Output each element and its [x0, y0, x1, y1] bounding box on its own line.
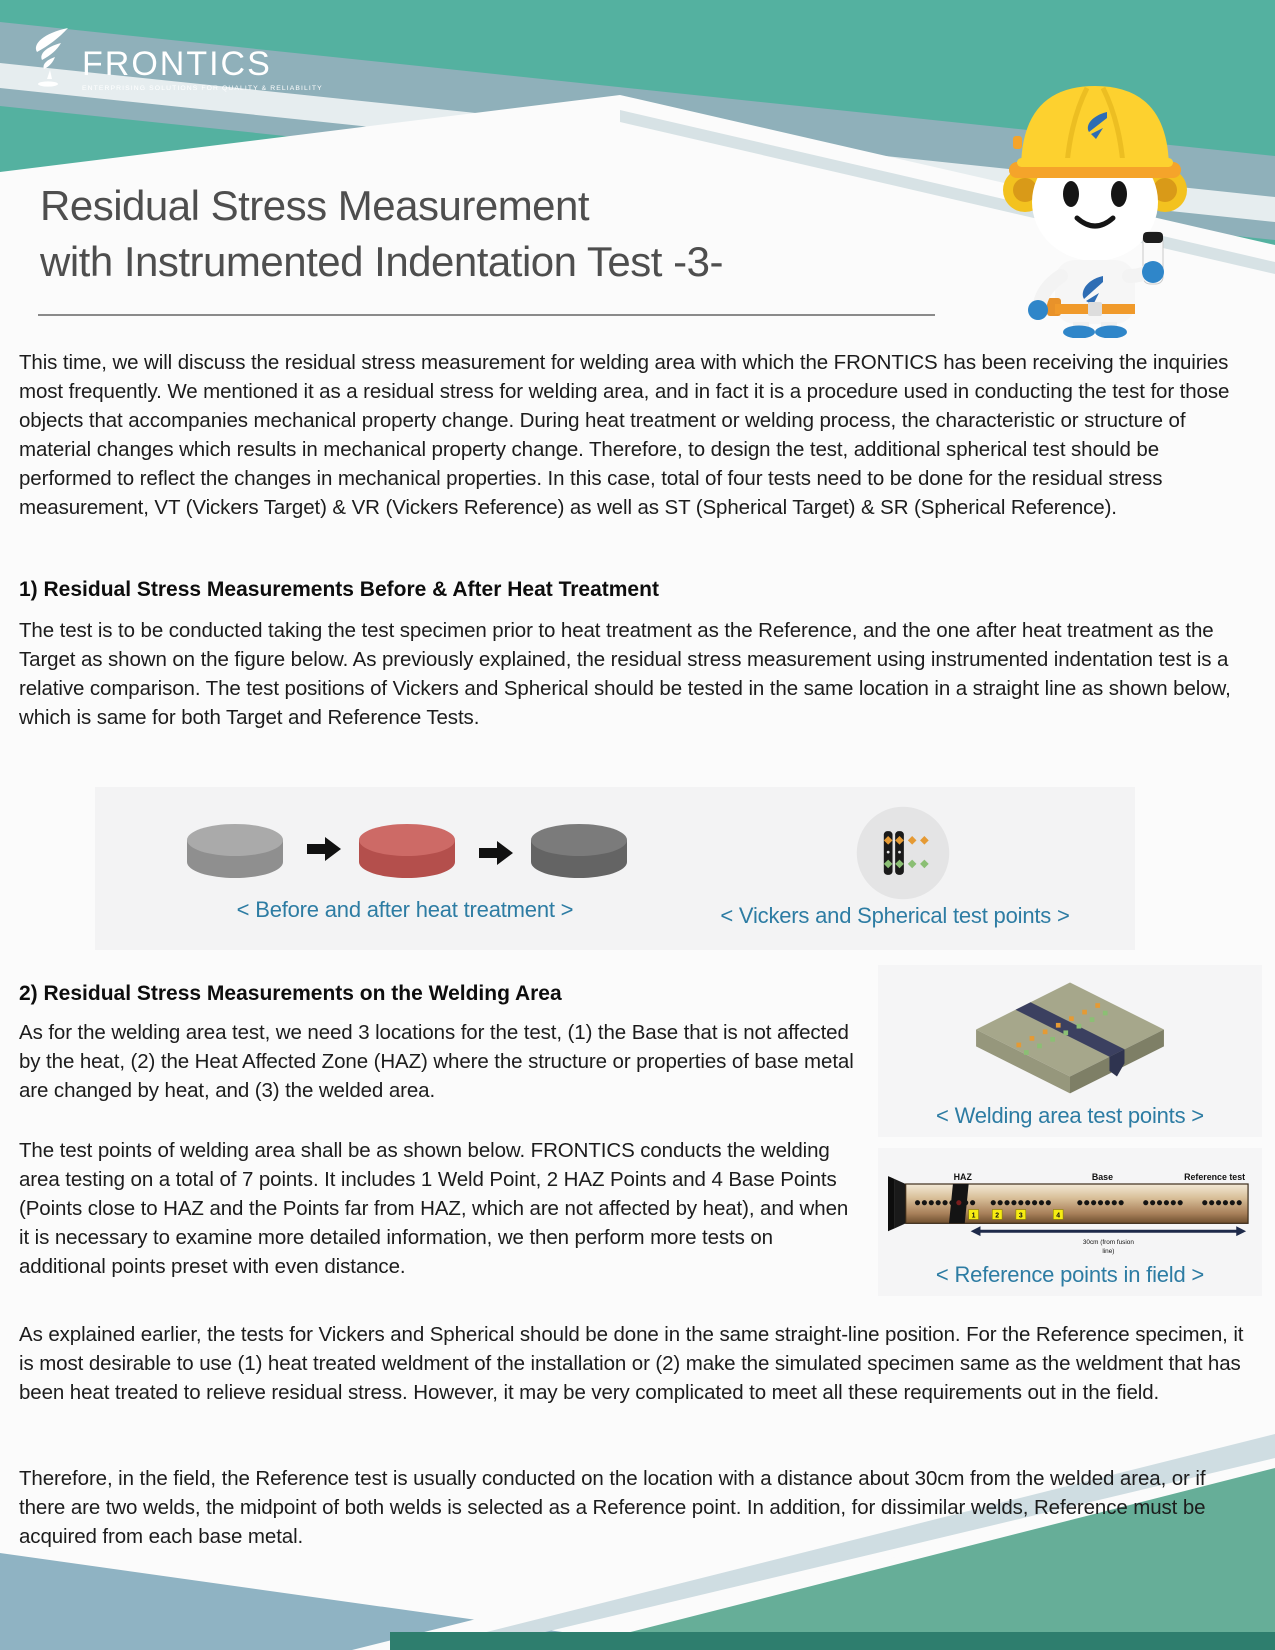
section2-paragraph2: The test points of welding area shall be as shown below. FRONTICS conducts the welding area testing on a total of 7 points. It includes 1 Weld Point, 2 HAZ Points and 4 Base Points (Points close to HAZ and the Points far from HAZ, which are not affected by heat), and when it is necessary to examine more detailed information, we then perform more tests on additional points preset with even distance.	[19, 1139, 849, 1278]
caption-before-after-heat-treatment: < Before and after heat treatment >	[236, 897, 574, 922]
section2-paragraph1: As for the welding area test, we need 3 locations for the test, (1) the Base that is not affected by the heat, (2) the Heat Affected Zone (HAZ) where the structure or properties of base metal are changed by heat, and (3) the welded area.	[19, 1021, 854, 1102]
frontics-swirl-icon	[28, 26, 74, 88]
section2-heading: 2) Residual Stress Measurements on the Welding Area	[19, 982, 562, 1005]
section1-paragraph: The test is to be conducted taking the test specimen prior to heat treatment as the Reference, and the one after heat treatment as the Target as shown on the figure below. As previously explained, the residual stress measurement using instrumented indentation test is a relative comparison. The test positions of Vickers and Spherical should be tested in the same location in a straight line as shown below, which is same for both Target and Reference Tests.	[19, 619, 1231, 729]
brand-tagline: ENTERPRISING SOLUTIONS FOR QUALITY & RELIABILITY	[82, 85, 323, 92]
heat-treatment-figure-panel	[95, 787, 1135, 950]
page-title-line2: with Instrumented Indentation Test -3-	[40, 238, 723, 285]
pipe-reference-diagram	[888, 1170, 1252, 1258]
title-underline	[38, 314, 935, 316]
pipe-label-haz: HAZ	[953, 1172, 972, 1183]
page-title	[40, 178, 723, 290]
pipe-arrow-label-line2: line)	[1102, 1247, 1115, 1255]
caption-vickers-spherical-test-points: < Vickers and Spherical test points >	[720, 903, 1070, 928]
svg-text:2: 2	[995, 1212, 1000, 1220]
arrow-right-icon	[479, 839, 515, 867]
caption-welding-area-test-points: < Welding area test points >	[936, 1103, 1204, 1128]
svg-text:4: 4	[1056, 1212, 1061, 1220]
specimen-cylinder-gray	[175, 812, 295, 887]
svg-text:1: 1	[971, 1212, 976, 1220]
pipe-arrow-label-line1: 30cm (from fusion	[1082, 1239, 1134, 1247]
closing-paragraph2: Therefore, in the field, the Reference test is usually conducted on the location with a distance about 30cm from the welded area, or if there are two welds, the midpoint of both welds is selected as a Reference point. In addition, for dissimilar welds, Reference must be acquired from each base metal.	[19, 1467, 1206, 1548]
frontics-logo	[28, 26, 323, 92]
pipe-dimension-arrow	[971, 1226, 1246, 1236]
page-title-line1: Residual Stress Measurement	[40, 182, 590, 229]
specimen-cylinder-darkgray	[519, 812, 639, 887]
mascot-robot-illustration	[995, 70, 1195, 338]
brand-name: FRONTICS	[82, 45, 272, 83]
reference-points-figure-panel	[878, 1148, 1262, 1296]
arrow-right-icon	[307, 835, 343, 863]
welding-area-figure-panel	[878, 965, 1262, 1137]
section1-heading: 1) Residual Stress Measurements Before & After Heat Treatment	[19, 578, 659, 601]
svg-text:3: 3	[1018, 1212, 1023, 1220]
pipe-label-reference-test: Reference test	[1184, 1172, 1246, 1183]
caption-reference-points-in-field: < Reference points in field >	[935, 1262, 1205, 1287]
welding-block-figure	[961, 975, 1179, 1099]
intro-paragraph: This time, we will discuss the residual stress measurement for welding area with which the FRONTICS has been receiving the inquiries most frequently. We mentioned it as a residual stress for welding area, and in fact it is a procedure used in conducting the test for those objects that accompanies mechanical property change. During heat treatment or welding process, the characteristic or structure of material changes which results in mechanical property change. Therefore, to design the test, additional spherical test should be performed to reflect the changes in mechanical properties. In this case, total of four tests need to be done for the residual stress measurement, VT (Vickers Target) & VR (Vickers Reference) as well as ST (Spherical Target) & SR (Spherical Reference).	[19, 351, 1230, 519]
pipe-label-base: Base	[1091, 1172, 1114, 1183]
closing-paragraph1: As explained earlier, the tests for Vickers and Spherical should be done in the same straight-line position. For the Reference specimen, it is most desirable to use (1) heat treated weldment of the installation or (2) make the simulated specimen same as the weldment that has been heat treated to relieve residual stress. However, it may be very complicated to meet all these requirements out in the field.	[19, 1323, 1244, 1404]
footer-dark-strip	[390, 1632, 1275, 1650]
vickers-spherical-points-figure	[855, 805, 951, 901]
specimen-cylinder-red	[347, 812, 467, 887]
